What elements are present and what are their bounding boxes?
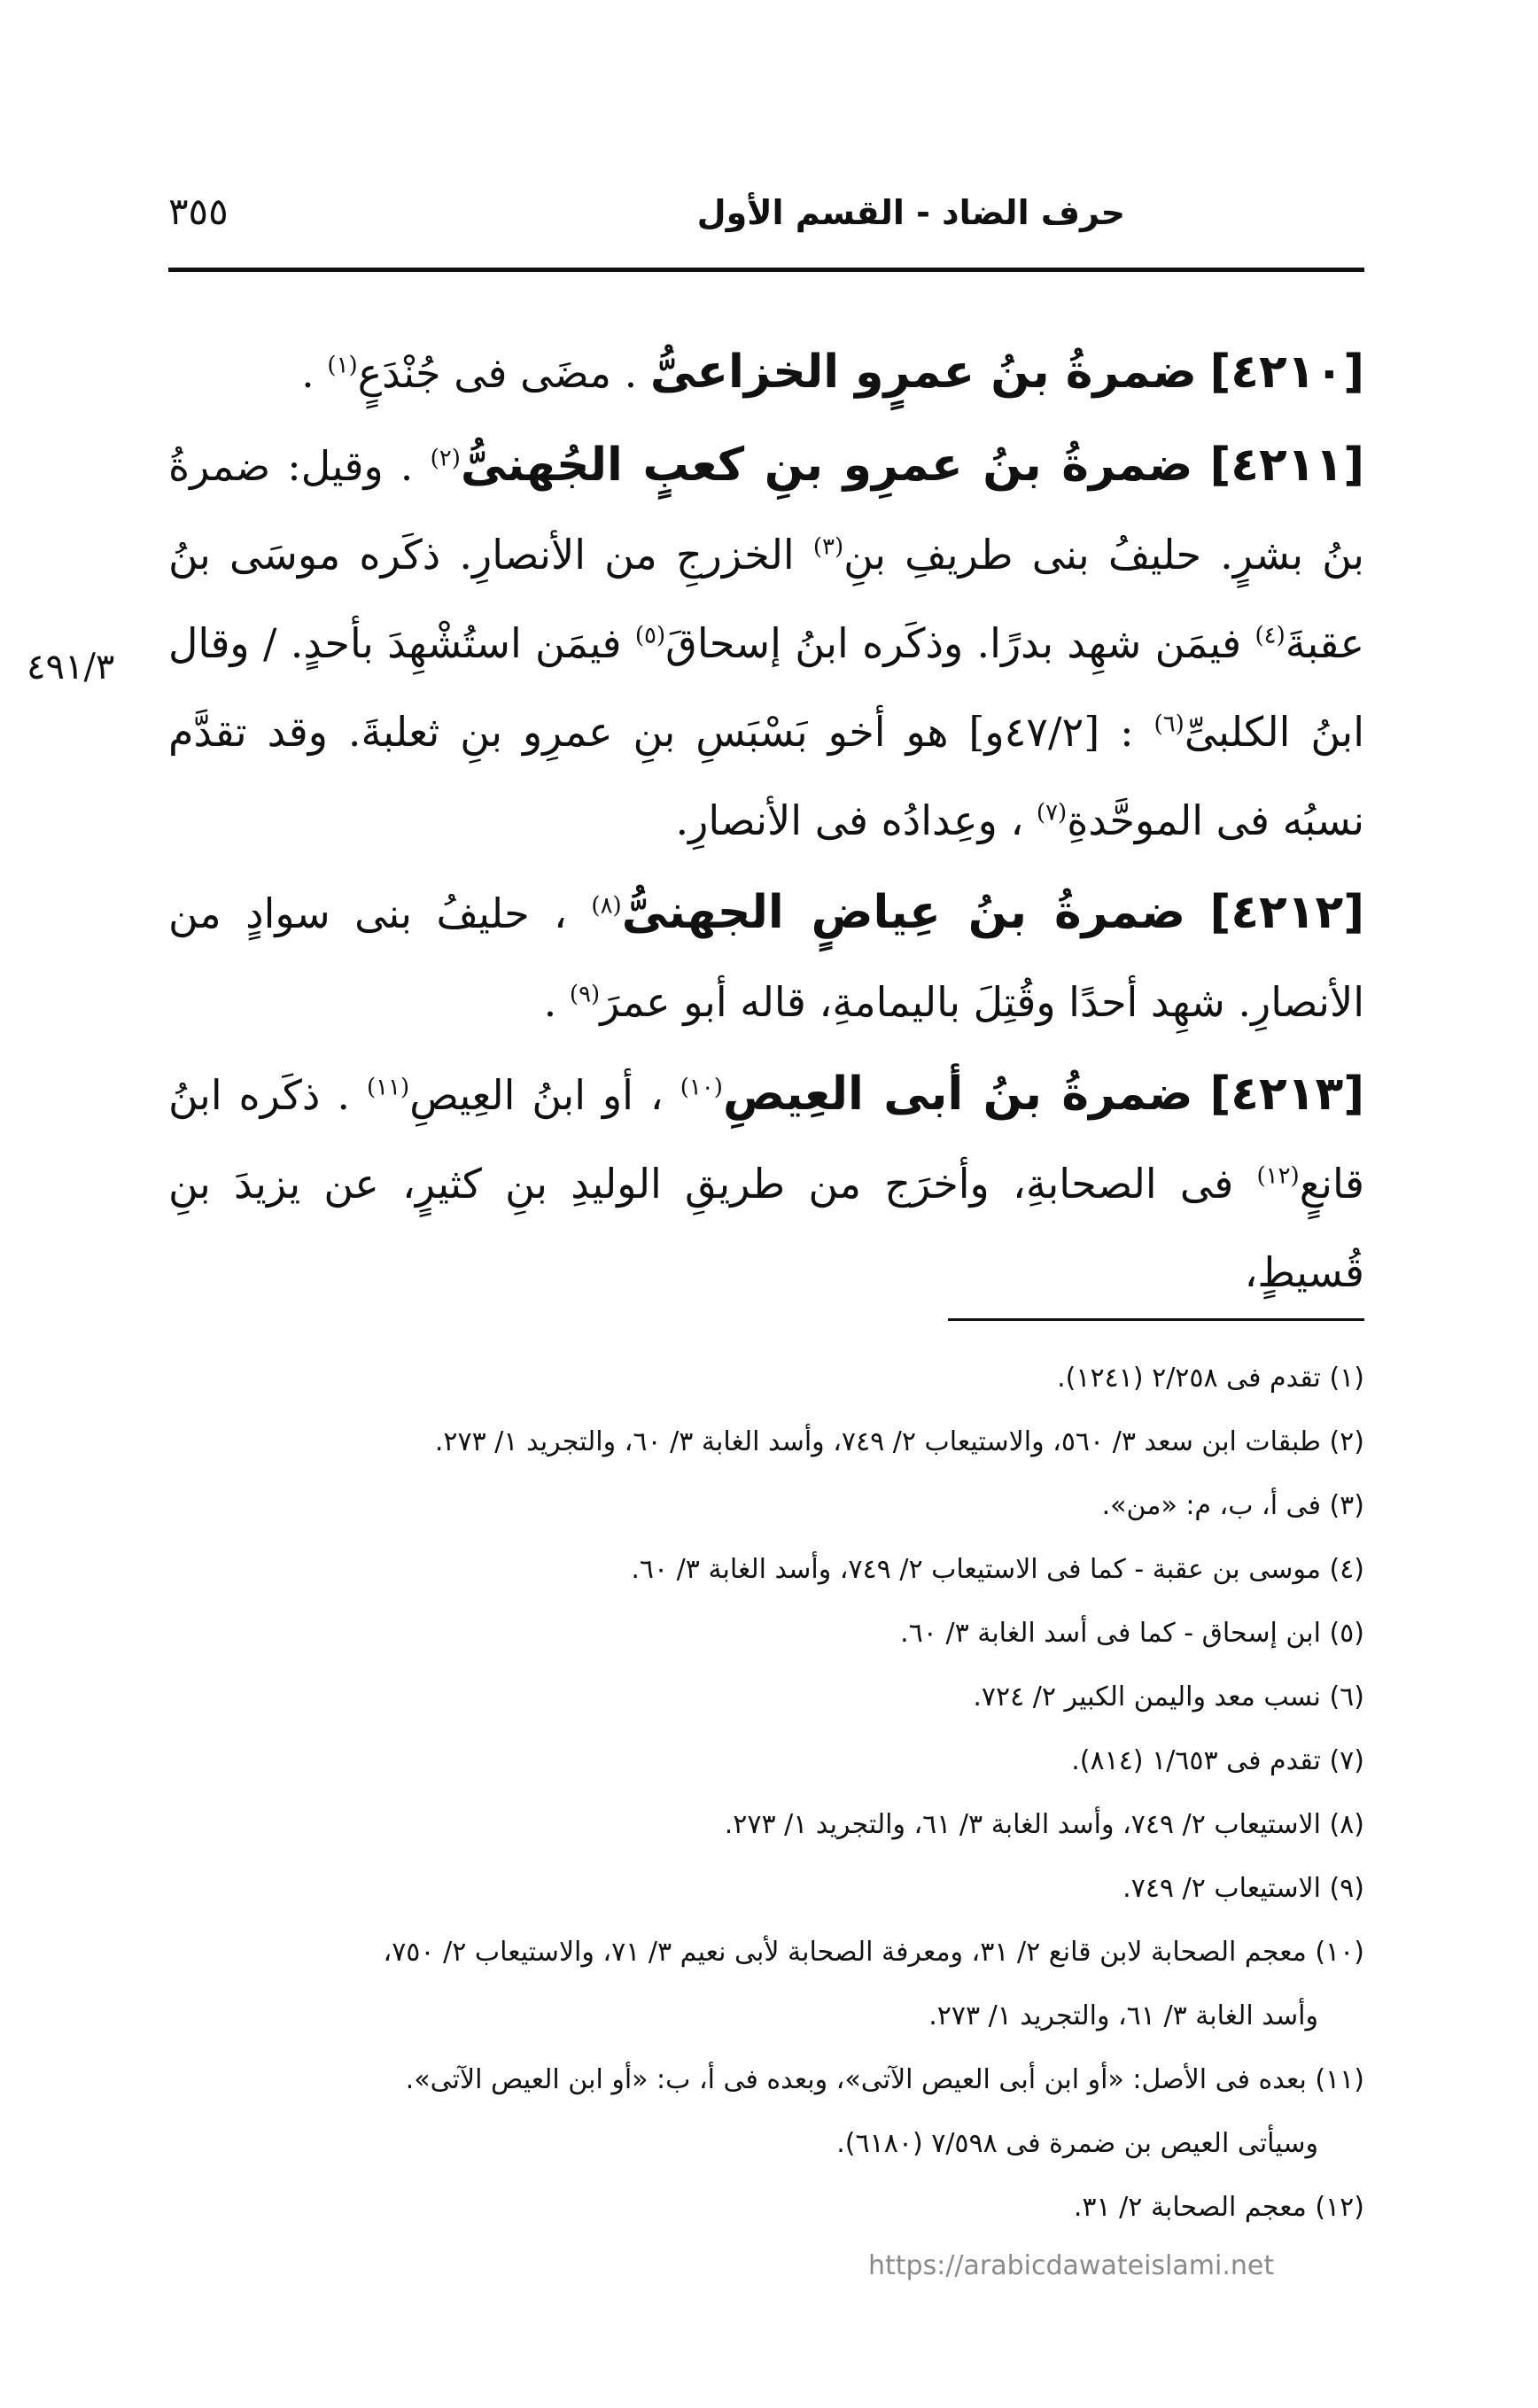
entry-text: الخزرجِ من الأنصارِ. ذكَره موسَى بنُ عقبةَ xyxy=(168,531,1365,667)
watermark-url[interactable]: https://arabicdawateislami.net xyxy=(868,2250,1275,2281)
footnote-marker[interactable]: (١٠) xyxy=(680,1074,723,1101)
footnote-item: (١٢) معجم الصحابة ٢/ ٣١. xyxy=(1073,2192,1364,2223)
main-text xyxy=(168,328,1364,1320)
entry-4213 xyxy=(168,1050,1364,1317)
margin-reference: ٤٩١/٣ xyxy=(27,647,115,687)
entry-text: . وقيل: ضمرةُ بنُ بشرٍ. حليفُ بنى طريفِ بنِ xyxy=(168,442,1364,579)
footnote-item: (٦) نسب معد واليمن الكبير ٢/ ٧٢٤. xyxy=(973,1682,1364,1713)
entry-text: : [٤٧/٢و] هو أخو بَسْبَسِ بنِ عمرِو بنِ ثعلبةَ. وقد تقدَّم نسبُه فى الموحَّدةِ xyxy=(168,708,1364,844)
footnote-marker[interactable]: (٣) xyxy=(812,533,844,561)
footnote-item: (٤) موسى بن عقبة - كما فى الاستيعاب ٢/ ٧٤٩، وأسد الغابة ٣/ ٦٠. xyxy=(631,1554,1364,1585)
footnote-marker[interactable]: (١) xyxy=(327,352,358,379)
entry-text: . ذكَره ابنُ قانعٍ xyxy=(168,1071,1364,1208)
entry-heading: ضمرةُ بنُ عمرِو بنِ كعبٍ الجُهنىُّ xyxy=(460,439,1193,492)
entry-number: [٤٢١٠] xyxy=(1209,346,1364,399)
footnote-item: (٨) الاستيعاب ٢/ ٧٤٩، وأسد الغابة ٣/ ٦١، والتجريد ١/ ٢٧٣. xyxy=(724,1809,1364,1840)
footnote-marker[interactable]: (١٢) xyxy=(1256,1162,1300,1190)
entry-4211 xyxy=(168,421,1364,865)
footnote-marker[interactable]: (٥) xyxy=(634,622,666,649)
footnote-item: (٧) تقدم فى ١/٦٥٣ (٨١٤). xyxy=(1071,1745,1364,1776)
entry-text: . xyxy=(543,978,557,1026)
entry-4212 xyxy=(168,868,1364,1046)
entry-number: [٤٢١٢] xyxy=(1209,886,1365,939)
footnote-marker[interactable]: (٤) xyxy=(1254,622,1286,649)
entry-heading: ضمرةُ بنُ عِياضٍ الجهنىُّ xyxy=(621,886,1186,939)
entry-text: . مضَى فى جُنْدَعٍ xyxy=(357,349,638,397)
page-header xyxy=(168,190,1364,255)
footnote-marker[interactable]: (٧) xyxy=(1036,799,1068,827)
footnote-marker[interactable]: (٢) xyxy=(430,445,461,472)
footnote-divider xyxy=(948,1318,1364,1321)
footnote-continuation: وأسد الغابة ٣/ ٦١، والتجريد ١/ ٢٧٣. xyxy=(928,2000,1318,2031)
footnote-continuation: وسيأتى العيص بن ضمرة فى ٧/٥٩٨ (٦١٨٠). xyxy=(836,2128,1318,2159)
entry-4210 xyxy=(168,328,1364,417)
footnote-marker[interactable]: (٩) xyxy=(569,981,601,1008)
footnote-marker[interactable]: (٦) xyxy=(1154,711,1185,738)
header-divider xyxy=(168,268,1364,272)
footnote-item: (١) تقدم فى ٢/٢٥٨ (١٢٤١). xyxy=(1057,1363,1364,1394)
header-title: حرف الضاد - القسم الأول xyxy=(696,193,1125,232)
entry-heading: ضمرةُ بنُ أبى العِيصِ xyxy=(722,1068,1193,1121)
entry-text: ، وعِدادُه فى الأنصارِ. xyxy=(675,796,1024,844)
footnote-item: (٣) فى أ، ب، م: «من». xyxy=(1101,1490,1364,1521)
footnote-item: (٢) طبقات ابن سعد ٣/ ٥٦٠، والاستيعاب ٢/ ٧٤٩، وأسد الغابة ٣/ ٦٠، والتجريد ١/ ٢٧٣. xyxy=(434,1426,1364,1457)
entry-number: [٤٢١١] xyxy=(1209,439,1365,492)
footnote-item: (١١) بعده فى الأصل: «أو ابن أبى العيص الآتى»، وبعده فى أ، ب: «أو ابن العيص الآتى». xyxy=(405,2064,1364,2095)
footnote-item: (١٠) معجم الصحابة لابن قانع ٢/ ٣١، ومعرفة الصحابة لأبى نعيم ٣/ ٧١، والاستيعاب ٢/ ٧٥٠، xyxy=(383,1937,1364,1968)
footnote-marker[interactable]: (٨) xyxy=(591,892,622,920)
entry-text: فى الصحابةِ، وأخرَج من طريقِ الوليدِ بنِ كثيرٍ، عن يزيدَ بنِ قُسيطٍ، xyxy=(168,1160,1364,1296)
entry-text: . xyxy=(301,349,315,397)
entry-text: ، حليفُ بنى سوادٍ من الأنصارِ. شهِد أحدًا وقُتِلَ باليمامةِ، قاله أبو عمرَ xyxy=(168,889,1364,1026)
entry-heading: ضمرةُ بنُ عمرٍو الخزاعىُّ xyxy=(649,346,1197,399)
footnote-item: (٥) ابن إسحاق - كما فى أسد الغابة ٣/ ٦٠. xyxy=(900,1618,1364,1649)
entry-text: فيمَن شهِد بدرًا. وذكَره ابنُ إسحاقَ xyxy=(665,619,1242,667)
footnotes-section xyxy=(168,1347,1364,2240)
entry-text: فيمَن استُشْهِدَ بأحدٍ. / وقال ابنُ الكلبىِّ xyxy=(168,619,1364,756)
entry-number: [٤٢١٣] xyxy=(1209,1068,1364,1121)
entry-text: ، أو ابنُ العِيصِ xyxy=(409,1071,664,1119)
footnote-marker[interactable]: (١١) xyxy=(366,1074,410,1101)
page-number: ٣٥٥ xyxy=(168,190,229,233)
footnote-item: (٩) الاستيعاب ٢/ ٧٤٩. xyxy=(1122,1873,1364,1904)
